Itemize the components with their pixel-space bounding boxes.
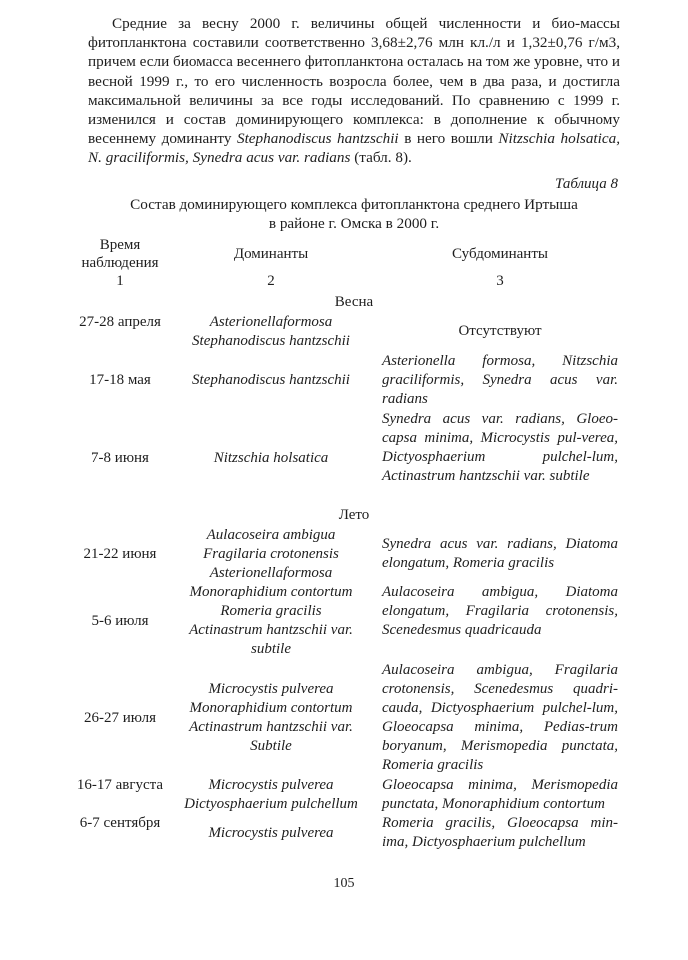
paragraph-species-1: Stephanodiscus hantzschii bbox=[236, 130, 399, 148]
dominant-species: Stephanodiscus hantzschii bbox=[192, 372, 350, 388]
table-row-subdominants: Synedra acus var. radians, Gloeo-capsa minima, Microcystis pul-verea, Dictyosphaerium pulchel-lum, Actinastrum hantzschii var. subtile bbox=[382, 411, 618, 484]
table-row-time: 26-27 июля bbox=[84, 710, 156, 726]
table-row-subdominants: Gloeocapsa minima, Merismopedia punctata, Monoraphidium contortum bbox=[382, 777, 618, 812]
dominant-species: Actinastrum hantzschii var. bbox=[189, 622, 353, 638]
table-row-subdominants: Asterionella formosa, Nitzschia graciliformis, Synedra acus var. radians bbox=[382, 353, 618, 407]
section-spring: Весна bbox=[334, 294, 374, 310]
column-header-dominants: Доминанты bbox=[233, 246, 309, 262]
paragraph-species-2: Nitzschia holsatica, N. graciliformis, Synedra acus var. radians bbox=[88, 130, 620, 167]
table-row-subdominants: Synedra acus var. radians, Diatoma elongatum, Romeria gracilis bbox=[382, 536, 618, 571]
dominant-species: Aulacoseira ambigua bbox=[206, 527, 336, 543]
dominant-species: Fragilaria crotonensis bbox=[203, 546, 339, 562]
dominant-species: Subtile bbox=[250, 738, 292, 754]
dominant-species: Asterionellaformosa bbox=[209, 565, 333, 581]
caption-line-2: в районе г. Омска в 2000 г. bbox=[268, 215, 440, 232]
column-number-2: 2 bbox=[267, 273, 275, 289]
table-number-label: Таблица 8 bbox=[555, 176, 618, 192]
dominant-species: subtile bbox=[251, 641, 291, 657]
table-row-subdominants: Romeria gracilis, Gloeocapsa min-ima, Dictyosphaerium pulchellum bbox=[382, 815, 618, 850]
column-header-subdominants: Субдоминанты bbox=[452, 246, 548, 262]
table-row-time: 5-6 июля bbox=[91, 613, 149, 629]
table-row-time: 16-17 августа bbox=[76, 777, 164, 793]
table-row-dominants bbox=[172, 680, 370, 756]
dominant-species: Monoraphidium contortum bbox=[189, 700, 353, 716]
table-row-time: 21-22 июня bbox=[83, 546, 157, 562]
paragraph-text-2: в него вошли bbox=[398, 130, 499, 148]
dominant-species: Microcystis pulverea bbox=[208, 825, 334, 841]
dominant-species: Dictyosphaerium pulchellum bbox=[184, 796, 358, 812]
column-number-3: 3 bbox=[496, 273, 504, 289]
section-summer: Лето bbox=[338, 507, 370, 523]
paragraph-text-3: (табл. 8). bbox=[350, 149, 412, 167]
dominant-species: Microcystis pulverea bbox=[208, 681, 334, 697]
column-header-time: Время наблюдения bbox=[81, 237, 159, 271]
table-caption bbox=[88, 195, 620, 233]
dominant-species: Microcystis pulverea bbox=[208, 777, 334, 793]
table-row-subdominants: Aulacoseira ambigua, Fragilaria crotonensis, Scenedesmus quadri-cauda, Dictyosphaerium pulchel-lum, Gloeocapsa minima, Pedias-trum boryanum, Merismopedia punctata, Romeria gracilis bbox=[382, 662, 618, 773]
table-row-time: 17-18 мая bbox=[89, 372, 151, 388]
table-row-dominants bbox=[172, 526, 370, 583]
table-row-time: 6-7 сентября bbox=[79, 815, 161, 831]
table-row-subdominants: Aulacoseira ambigua, Diatoma elongatum, Fragilaria crotonensis, Scenedesmus quadricauda bbox=[382, 584, 618, 638]
dominant-species: Asterionellaformosa bbox=[209, 314, 333, 330]
table-row-time: 27-28 апреля bbox=[79, 314, 161, 330]
table-row-dominants bbox=[172, 583, 370, 659]
dominant-species: Nitzschia holsatica bbox=[213, 450, 329, 466]
table-row-time: 7-8 июня bbox=[91, 450, 149, 466]
table-row-subdominants: Отсутствуют bbox=[458, 323, 542, 339]
table-row-dominants bbox=[172, 776, 370, 814]
dominant-species: Romeria gracilis bbox=[220, 603, 322, 619]
dominant-species: Monoraphidium contortum bbox=[189, 584, 353, 600]
dominant-species: Actinastrum hantzschii var. bbox=[189, 719, 353, 735]
body-paragraph bbox=[88, 14, 620, 168]
table-row-dominants bbox=[172, 449, 370, 468]
dominant-species: Stephanodiscus hantzschii bbox=[192, 333, 350, 349]
page-number: 105 bbox=[333, 876, 355, 891]
paragraph-text-1: Средние за весну 2000 г. величины общей численности и био-массы фитопланктона составили соответственно 3,68±2,76 млн кл./л и 1,32±0,76 г/м3, причем если биомасса весеннего фитопланктона осталась на том же уровне, что и весной 1999 г., то его численность возросла более, чем в два раза, и достигла максимальной величины за все годы исследований. По сравнению с 1999 г. изменился и состав доминирующего комплекса: в дополнение к обычному весеннему доминанту bbox=[88, 15, 621, 148]
caption-line-1: Состав доминирующего комплекса фитопланктона среднего Иртыша bbox=[130, 196, 578, 213]
table-row-dominants bbox=[172, 313, 370, 351]
table-row-dominants bbox=[172, 824, 370, 843]
column-number-1: 1 bbox=[116, 273, 124, 289]
table-row-dominants bbox=[172, 371, 370, 390]
